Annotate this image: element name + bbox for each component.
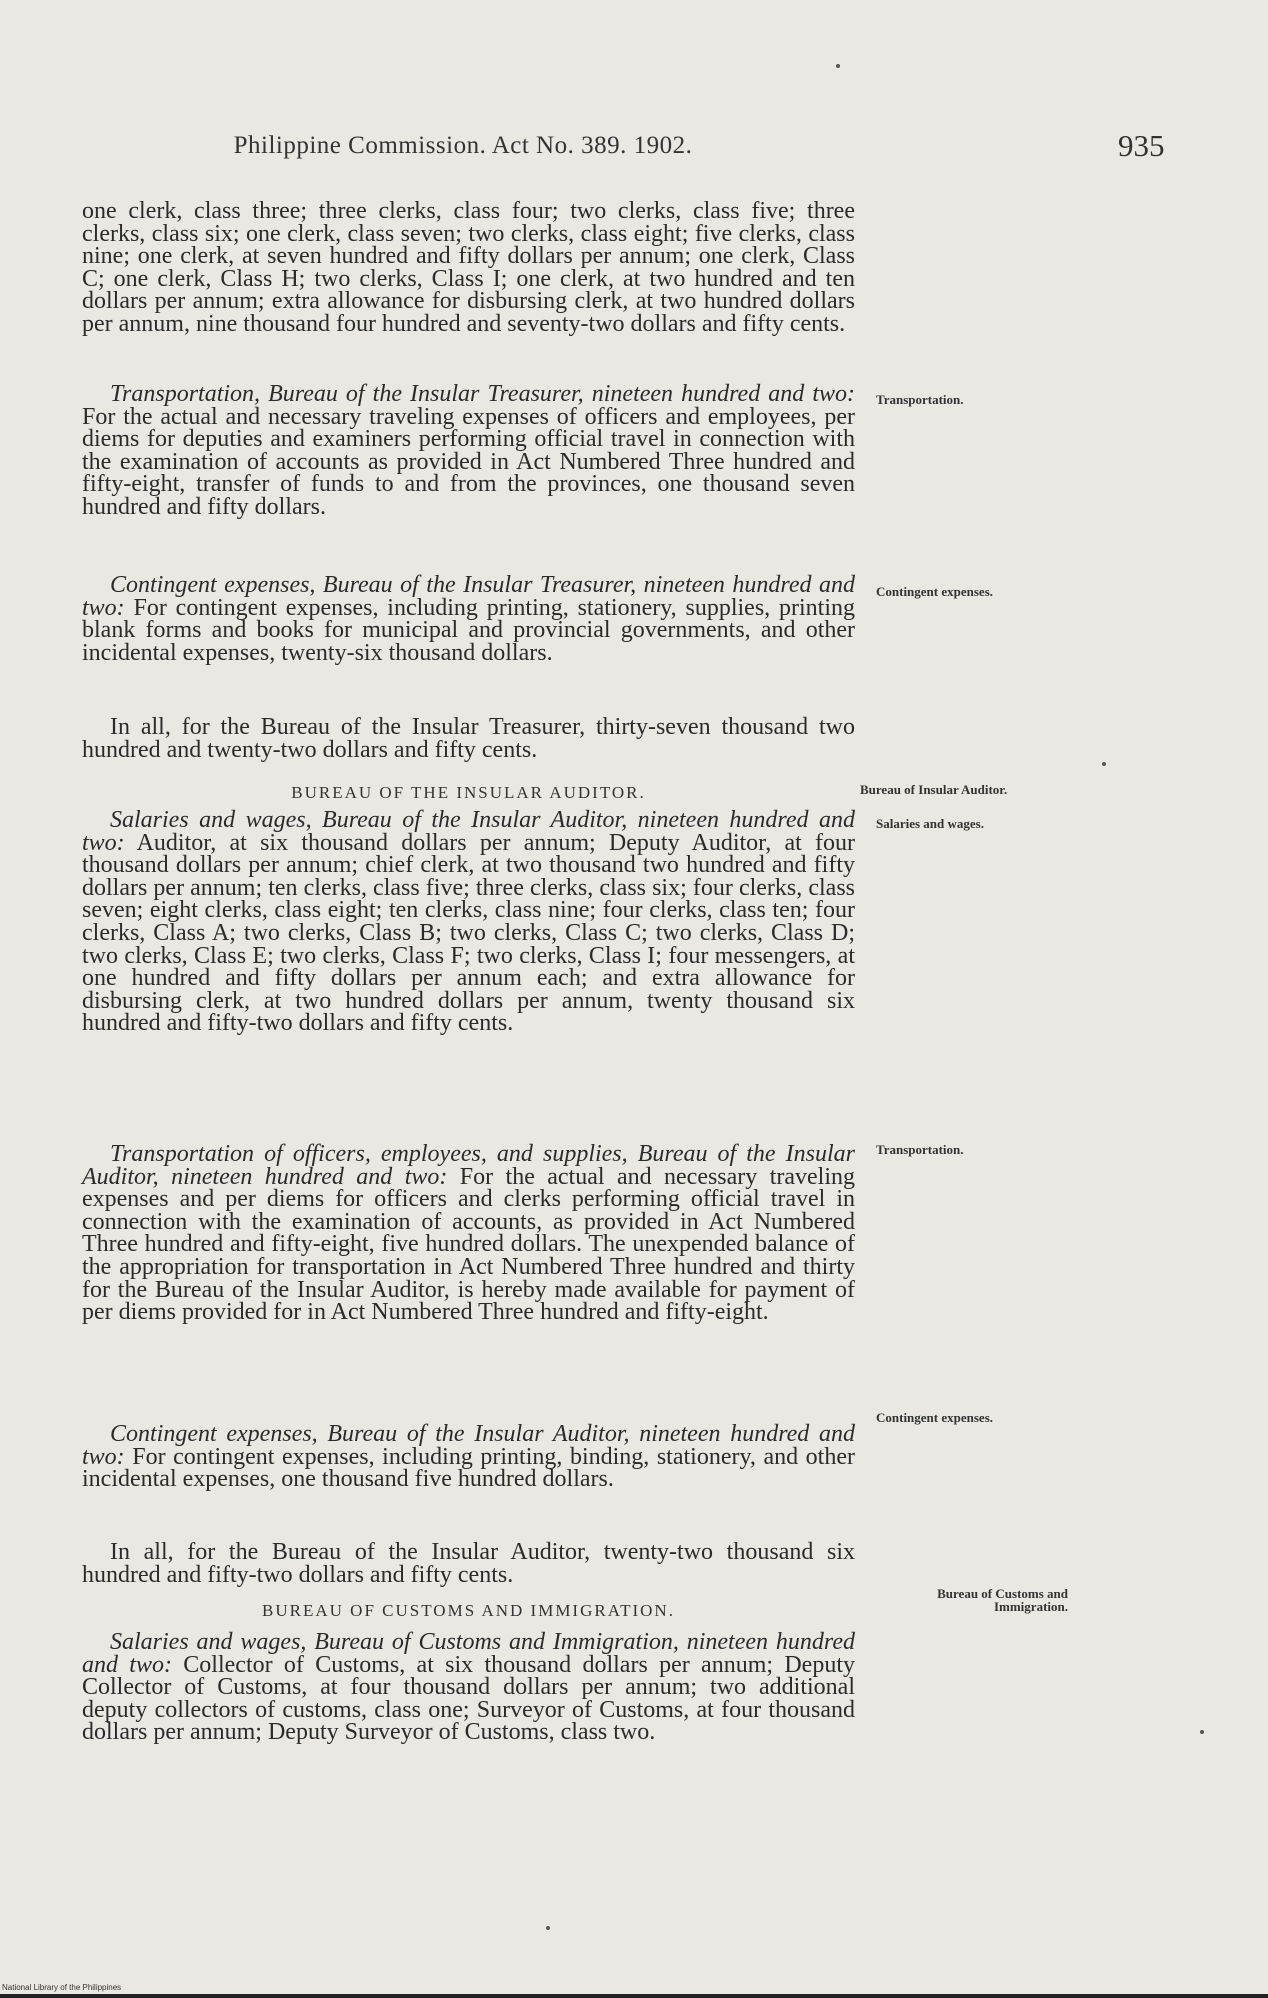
section-heading-customs: BUREAU OF CUSTOMS AND IMMIGRATION. — [262, 1601, 675, 1620]
paragraph-text: Auditor, at six thousand dollars per annum; Deputy Auditor, at four thousand dollars per annum; chief clerk, at two thousand two hundred and fifty dollars per annum; ten clerks, class five; three clerks, class six; four clerks, class seven; eight clerks, class eight; ten clerks, class nine; four clerks, class ten; four clerks, Class A; two clerks, Class B; two clerks, Class C; two clerks, Class D; two clerks, Class E; two clerks, Class F; two clerks, Class I; four messengers, at one hundred and fifty dollars per annum each; and extra allowance for disbursing clerk, at two hundred dollars per annum, twenty thousand six hundred and fifty-two dollars and fifty cents. — [82, 829, 855, 1037]
paragraph-salaries-auditor — [82, 809, 855, 1035]
paper-speck — [836, 64, 840, 68]
margin-note-contingent-expenses: Contingent expenses. — [876, 584, 994, 599]
paragraph-text: For the actual and necessary traveling expenses of officers and employees, per diems for deputies and examiners performing official travel in connection with the examination of accounts as provided in Act Numbered Three hundred and fifty-eight, transfer of funds to and from the provinces, one thousand seven hundred and fifty dollars. — [82, 403, 855, 520]
paragraph-heading: Contingent expenses, Bureau of the Insular Auditor, nineteen hundred and two: — [82, 1421, 855, 1470]
margin-note-transportation: Transportation. — [876, 1142, 964, 1157]
paragraph-text: In all, for the Bureau of the Insular Auditor, twenty-two thousand six hundred and fifty-two dollars and fifty cents. — [82, 1539, 855, 1588]
page-number: 935 — [1118, 128, 1165, 163]
paragraph-heading: Contingent expenses, Bureau of the Insular Treasurer, nineteen hundred and two: — [82, 572, 855, 621]
paragraph-contingent-treasurer — [82, 574, 855, 664]
section-heading-insular-auditor: BUREAU OF THE INSULAR AUDITOR. — [291, 783, 646, 802]
paragraph-heading: Salaries and wages, Bureau of the Insular Auditor, nineteen hundred and two: — [82, 807, 855, 856]
page-bottom-edge — [0, 1994, 1268, 1998]
paper-speck — [1102, 762, 1106, 766]
paragraph-transportation-auditor — [82, 1143, 855, 1324]
paragraph-text: In all, for the Bureau of the Insular Treasurer, thirty-seven thousand two hundred and twenty-two dollars and fifty cents. — [82, 714, 855, 763]
running-title: Philippine Commission. Act No. 389. 1902. — [233, 132, 693, 159]
margin-note-salaries-and-wages: Salaries and wages. — [876, 816, 984, 831]
paper-speck — [546, 1926, 550, 1930]
paragraph-salaries-customs — [82, 1631, 855, 1744]
paragraph-contingent-auditor — [82, 1423, 855, 1491]
margin-note-contingent-expenses: Contingent expenses. — [876, 1410, 994, 1425]
margin-note-bureau-insular-auditor: Bureau of Insular Auditor. — [860, 782, 1008, 797]
margin-note-transportation: Transportation. — [876, 392, 964, 407]
paragraph-heading: Salaries and wages, Bureau of Customs and Immigration, nineteen hundred and two: — [82, 1629, 855, 1678]
paragraph-transportation-treasurer — [82, 383, 855, 519]
paragraph-total-auditor — [82, 1541, 855, 1586]
scan-credit: National Library of the Philippines — [2, 1983, 122, 1992]
paragraph-text: For the actual and necessary traveling expenses and per diems for officers and clerks performing official travel in connection with the examination of accounts, as provided in Act Numbered Three hundred and fifty-eight, five hundred dollars. The unexpended balance of the appropriation for transportation in Act Numbered Three hundred and thirty for the Bureau of the Insular Auditor, is hereby made available for payment of per diems provided for in Act Numbered Three hundred and fifty-eight. — [82, 1163, 855, 1326]
paragraph-heading: Transportation of officers, employees, and supplies, Bureau of the Insular Auditor, nineteen hundred and two: — [82, 1141, 855, 1190]
paragraph-text: For contingent expenses, including printing, binding, stationery, and other incidental expenses, one thousand five hundred dollars. — [82, 1443, 855, 1493]
paper-speck — [1200, 1730, 1204, 1734]
paragraph-text: Collector of Customs, at six thousand dollars per annum; Deputy Collector of Customs, at four thousand dollars per annum; two additional deputy collectors of customs, class one; Surveyor of Customs, at four thousand dollars per annum; Deputy Surveyor of Customs, class two. — [82, 1651, 855, 1746]
paragraph-text: one clerk, class three; three clerks, class four; two clerks, class five; three clerks, class six; one clerk, class seven; two clerks, class eight; five clerks, class nine; one clerk, at seven hundred and fifty dollars per annum; one clerk, Class C; one clerk, Class H; two clerks, Class I; one clerk, at two hundred and ten dollars per annum; extra allowance for disbursing clerk, at two hundred dollars per annum, nine thousand four hundred and seventy-two dollars and fifty cents. — [82, 198, 855, 337]
paragraph-text: For contingent expenses, including printing, stationery, supplies, printing blank forms and books for municipal and provincial governments, and other incidental expenses, twenty-six thousand dollars. — [82, 594, 855, 666]
paragraph-total-treasurer — [82, 716, 855, 761]
paragraph-heading: Transportation, Bureau of the Insular Treasurer, nineteen hundred and two: — [110, 381, 855, 407]
paragraph-clerks-list — [82, 200, 855, 336]
margin-note-bureau-customs: Bureau of Customs and Immigration. — [937, 1586, 1068, 1614]
